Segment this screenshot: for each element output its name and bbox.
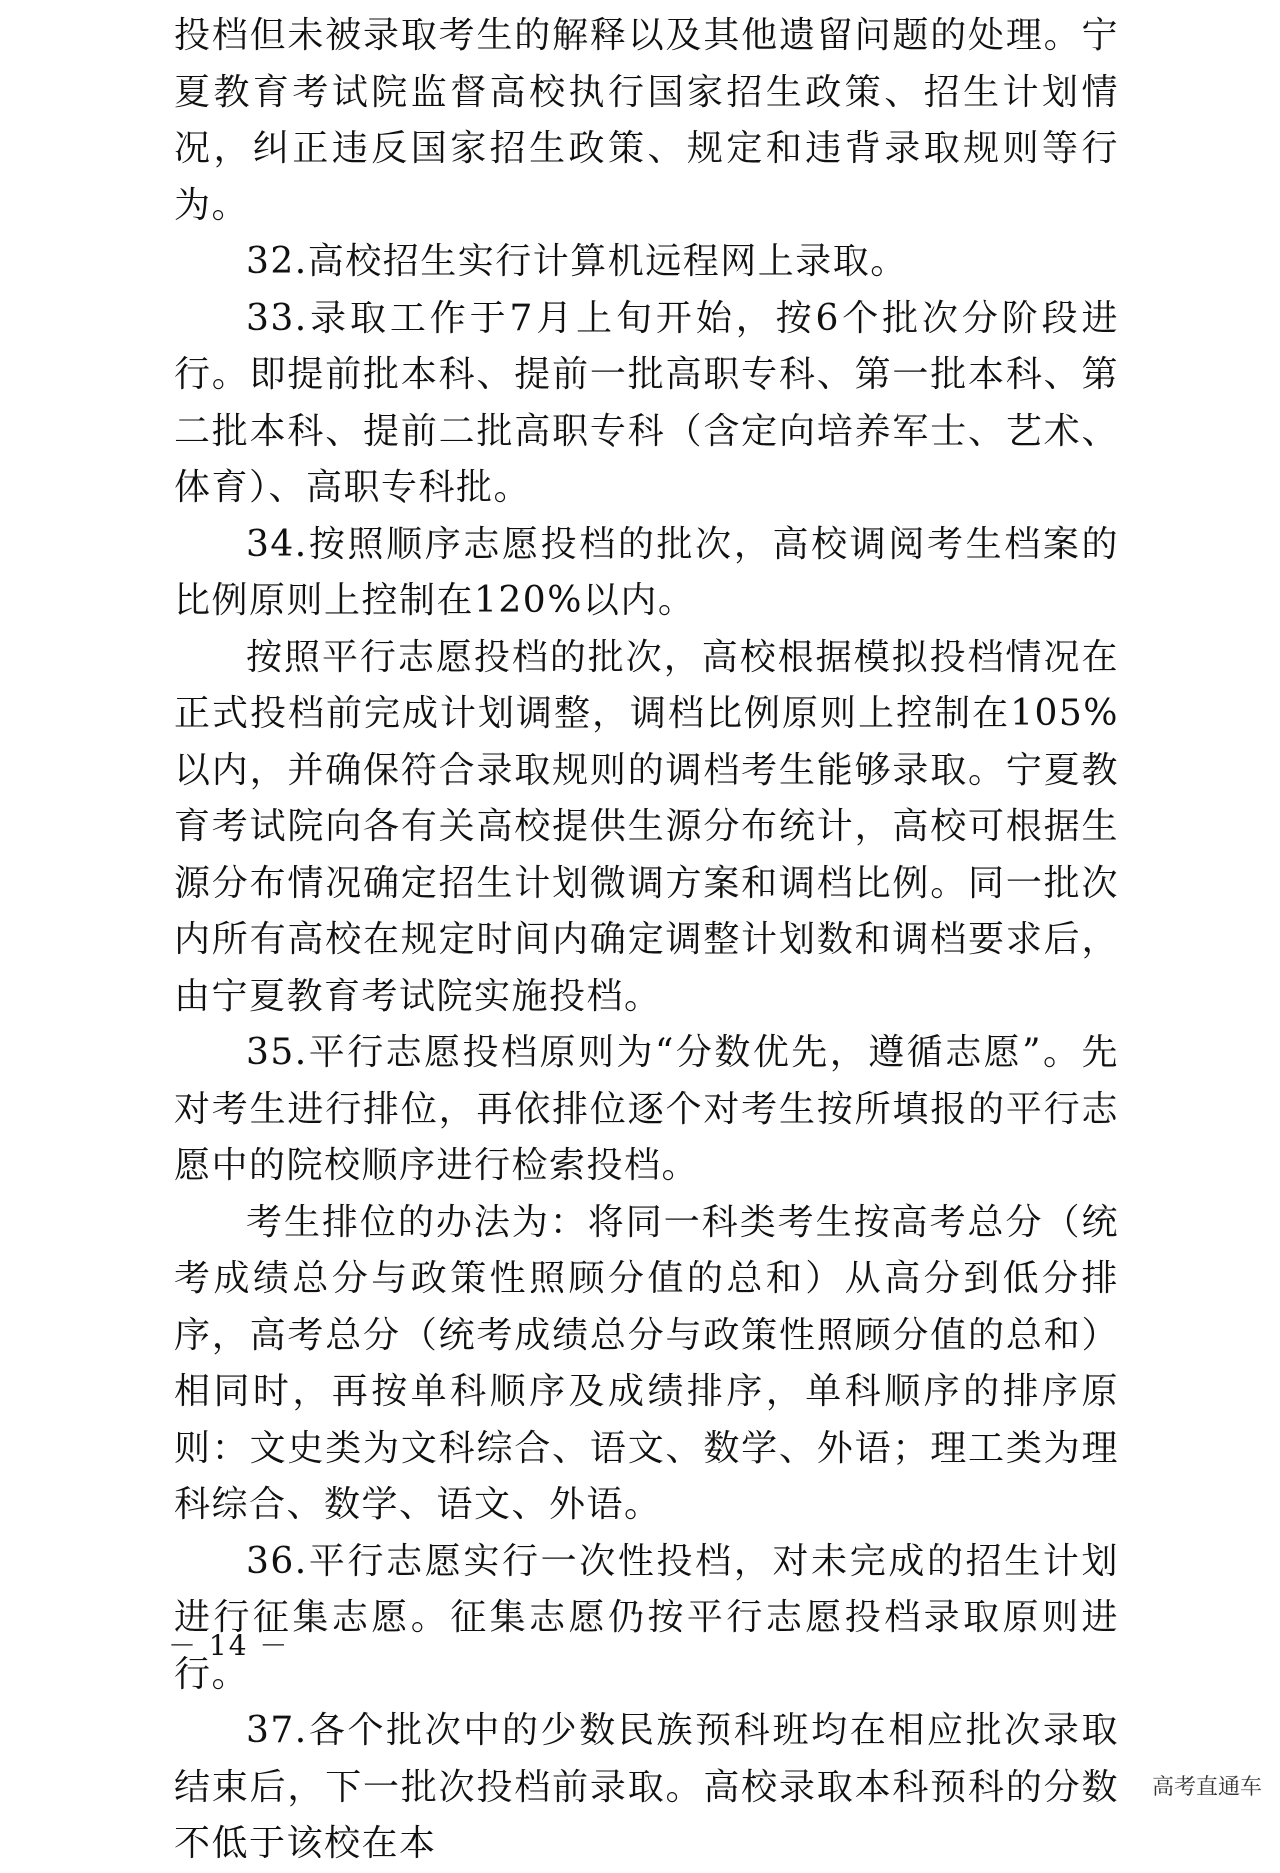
paragraph-35: 35.平行志愿投档原则为“分数优先，遵循志愿”。先对考生进行排位，再依排位逐个对考生按所填报的平行志愿中的院校顺序进行检索投档。	[174, 1032, 1119, 1186]
watermark: 高考直通车	[1151, 1775, 1262, 1800]
paragraph-33: 33.录取工作于7月上旬开始，按6个批次分阶段进行。即提前批本科、提前一批高职专科、第一批本科、第二批本科、提前二批高职专科（含定向培养军士、艺术、体育）、高职专科批。	[174, 297, 1119, 508]
paragraph-34: 34.按照顺序志愿投档的批次，高校调阅考生档案的比例原则上控制在120%以内。	[174, 523, 1119, 621]
paragraph-continued: 投档但未被录取考生的解释以及其他遗留问题的处理。宁夏教育考试院监督高校执行国家招生政策、招生计划情况，纠正违反国家招生政策、规定和违背录取规则等行为。	[174, 15, 1119, 226]
paragraph-37: 37.各个批次中的少数民族预科班均在相应批次录取结束后，下一批次投档前录取。高校录取本科预科的分数不低于该校在本	[174, 1710, 1119, 1864]
body-text	[174, 8, 1119, 1873]
paragraph-36: 36.平行志愿实行一次性投档，对未完成的招生计划进行征集志愿。征集志愿仍按平行志愿投档录取原则进行。	[174, 1540, 1119, 1695]
paragraph-34-parallel: 按照平行志愿投档的批次，高校根据模拟投档情况在正式投档前完成计划调整，调档比例原则上控制在105%以内，并确保符合录取规则的调档考生能够录取。宁夏教育考试院向各有关高校提供生源分布统计，高校可根据生源分布情况确定招生计划微调方案和调档比例。同一批次内所有高校在规定时间内确定调整计划数和调档要求后，由宁夏教育考试院实施投档。	[174, 636, 1119, 1017]
page-number: － 14 －	[168, 1629, 290, 1662]
paragraph-32: 32.高校招生实行计算机远程网上录取。	[246, 241, 908, 282]
paragraph-35-ranking: 考生排位的办法为：将同一科类考生按高考总分（统考成绩总分与政策性照顾分值的总和）从高分到低分排序，高考总分（统考成绩总分与政策性照顾分值的总和）相同时，再按单科顺序及成绩排序，单科顺序的排序原则：文史类为文科综合、语文、数学、外语；理工类为理科综合、数学、语文、外语。	[174, 1201, 1119, 1525]
